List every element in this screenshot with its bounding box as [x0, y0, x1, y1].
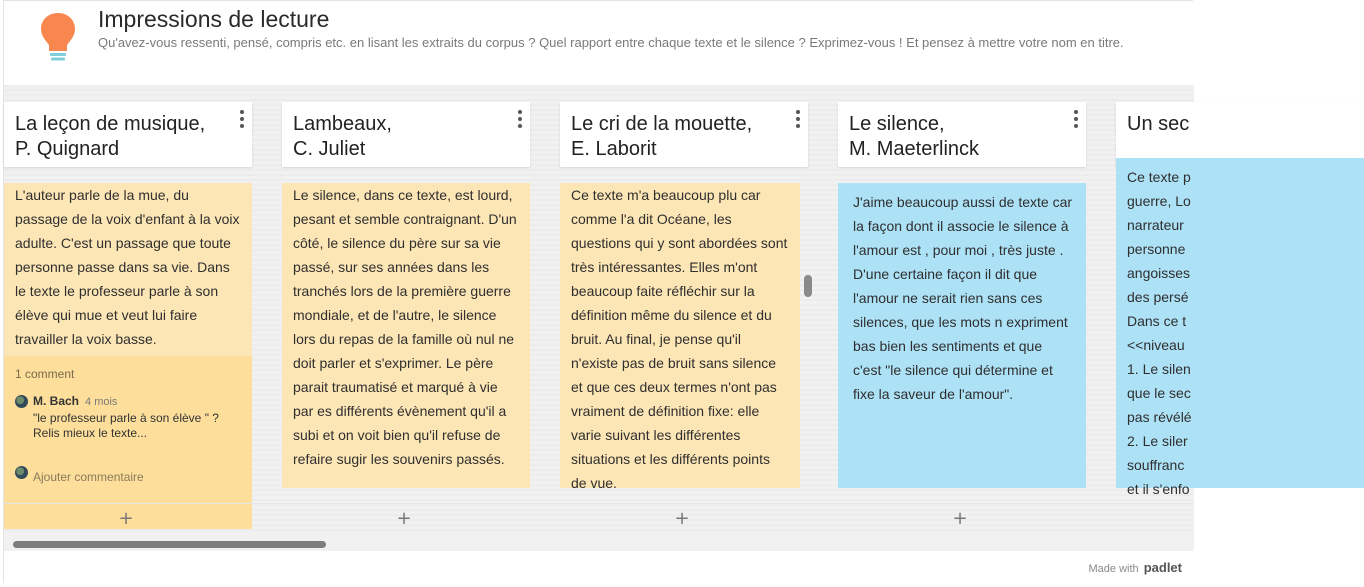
- made-with-padlet-link[interactable]: [1089, 560, 1183, 575]
- add-post-button[interactable]: +: [674, 508, 690, 529]
- card-scrollbar[interactable]: [804, 275, 812, 297]
- column-cri-de-la-mouette: [560, 85, 808, 551]
- column-title[interactable]: La leçon de musique, P. Quignard: [15, 113, 206, 160]
- page-description: Qu'avez-vous ressenti, pensé, compris etc. en lisant les extraits du corpus ? Quel rapport entre chaque texte et le silence ? Exprimez-vous ! Et pensez à mettre votre nom en titre.: [98, 35, 1124, 50]
- post-card[interactable]: [560, 183, 800, 491]
- scrollbar-thumb[interactable]: [13, 541, 326, 548]
- post-card[interactable]: [838, 183, 1086, 488]
- comment-text: "le professeur parle à son élève " ? Relis mieux le texte...: [33, 411, 219, 440]
- avatar: [15, 395, 28, 408]
- more-options-icon[interactable]: [516, 110, 524, 130]
- footer: [4, 551, 1194, 584]
- post-text: Ce texte m'a beaucoup plu car comme l'a dit Océane, les questions qui y sont abordées sont très intéressantes. Elles m'ont beaucoup faite réfléchir sur la définition même du silence et du bruit. Au final, je pense qu'il n'existe pas de bruit sans silence et que ces deux termes n'ont pas vraiment de définition fixe: elle varie suivant les différentes situations et les différents points de vue.: [571, 187, 788, 491]
- padlet-logo: padlet: [1143, 560, 1182, 575]
- column-title[interactable]: Un sec: [1127, 113, 1190, 135]
- comment-author: M. Bach: [33, 394, 80, 408]
- made-with-label: Made with: [1088, 563, 1139, 575]
- column-header: [560, 102, 808, 167]
- post-text: Le silence, dans ce texte, est lourd, pesant et semble contraignant. D'un côté, le silence du père sur sa vie passé, sur ses années dans les tranchés lors de la première guerre mondiale, et de l'autre, le silence lors du repas de la famille où nul ne doit parler et s'exprimer. Le père parait traumatisé et marqué à vie par es différents évènement qu'il a subi et on voit bien qu'il refuse de refaire sugir les souvenirs passés.: [293, 187, 517, 467]
- column-un-secret: [1116, 85, 1364, 551]
- avatar: [15, 466, 28, 479]
- padlet-header: [4, 1, 1194, 85]
- page-title: Impressions de lecture: [98, 6, 330, 32]
- post-text: L'auteur parle de la mue, du passage de la voix d'enfant à la voix adulte. C'est un passage que toute personne passe dans sa vie. Dans le texte le professeur parle à son élève qui mue et veut lui faire travailler la voix basse.: [15, 187, 240, 347]
- more-options-icon[interactable]: [1072, 110, 1080, 130]
- column-le-silence: [838, 85, 1086, 551]
- lightbulb-icon: [38, 11, 78, 63]
- column-lecon-de-musique: [4, 85, 252, 551]
- add-post-button[interactable]: +: [118, 508, 134, 529]
- add-post-row: [4, 503, 1194, 533]
- add-post-button[interactable]: +: [396, 508, 412, 529]
- column-header: [282, 102, 530, 167]
- padlet-frame: [3, 0, 1193, 583]
- column-header: [838, 102, 1086, 167]
- column-title[interactable]: Le silence, M. Maeterlinck: [849, 113, 980, 160]
- add-comment-field[interactable]: [15, 465, 241, 489]
- post-card[interactable]: [282, 183, 530, 488]
- column-title[interactable]: Lambeaux, C. Juliet: [293, 113, 392, 160]
- column-lambeaux: [282, 85, 530, 551]
- more-options-icon[interactable]: [794, 110, 802, 130]
- more-options-icon[interactable]: [238, 110, 246, 130]
- comment: [15, 394, 241, 441]
- column-header: [4, 102, 252, 167]
- post-text: J'aime beaucoup aussi de texte car la façon dont il associe le silence à l'amour est , pour moi , très juste . D'une certaine façon il dit que l'amour ne serait rien sans ces silences, que les mots n expriment bas bien les sentiments et que c'est "le silence qui détermine et fixe la saveur de l'amour".: [853, 194, 1073, 402]
- add-post-button[interactable]: +: [952, 508, 968, 529]
- post-card[interactable]: [1116, 158, 1364, 497]
- comment-time: 4 mois: [85, 396, 118, 408]
- column-title[interactable]: Le cri de la mouette, E. Laborit: [571, 113, 753, 160]
- comment-count[interactable]: 1 comment: [15, 367, 75, 381]
- horizontal-scrollbar[interactable]: [4, 533, 1194, 551]
- board-canvas: [4, 85, 1194, 551]
- post-card[interactable]: [4, 183, 252, 488]
- add-comment-placeholder: Ajouter commentaire: [33, 470, 144, 484]
- post-text: Ce texte p guerre, Lo narrateur personne angoisses des persé Dans ce t <<niveau 1. Le silen que le sec pas révélé 2. Le siler souffranc et il s'enfo: [1127, 169, 1192, 497]
